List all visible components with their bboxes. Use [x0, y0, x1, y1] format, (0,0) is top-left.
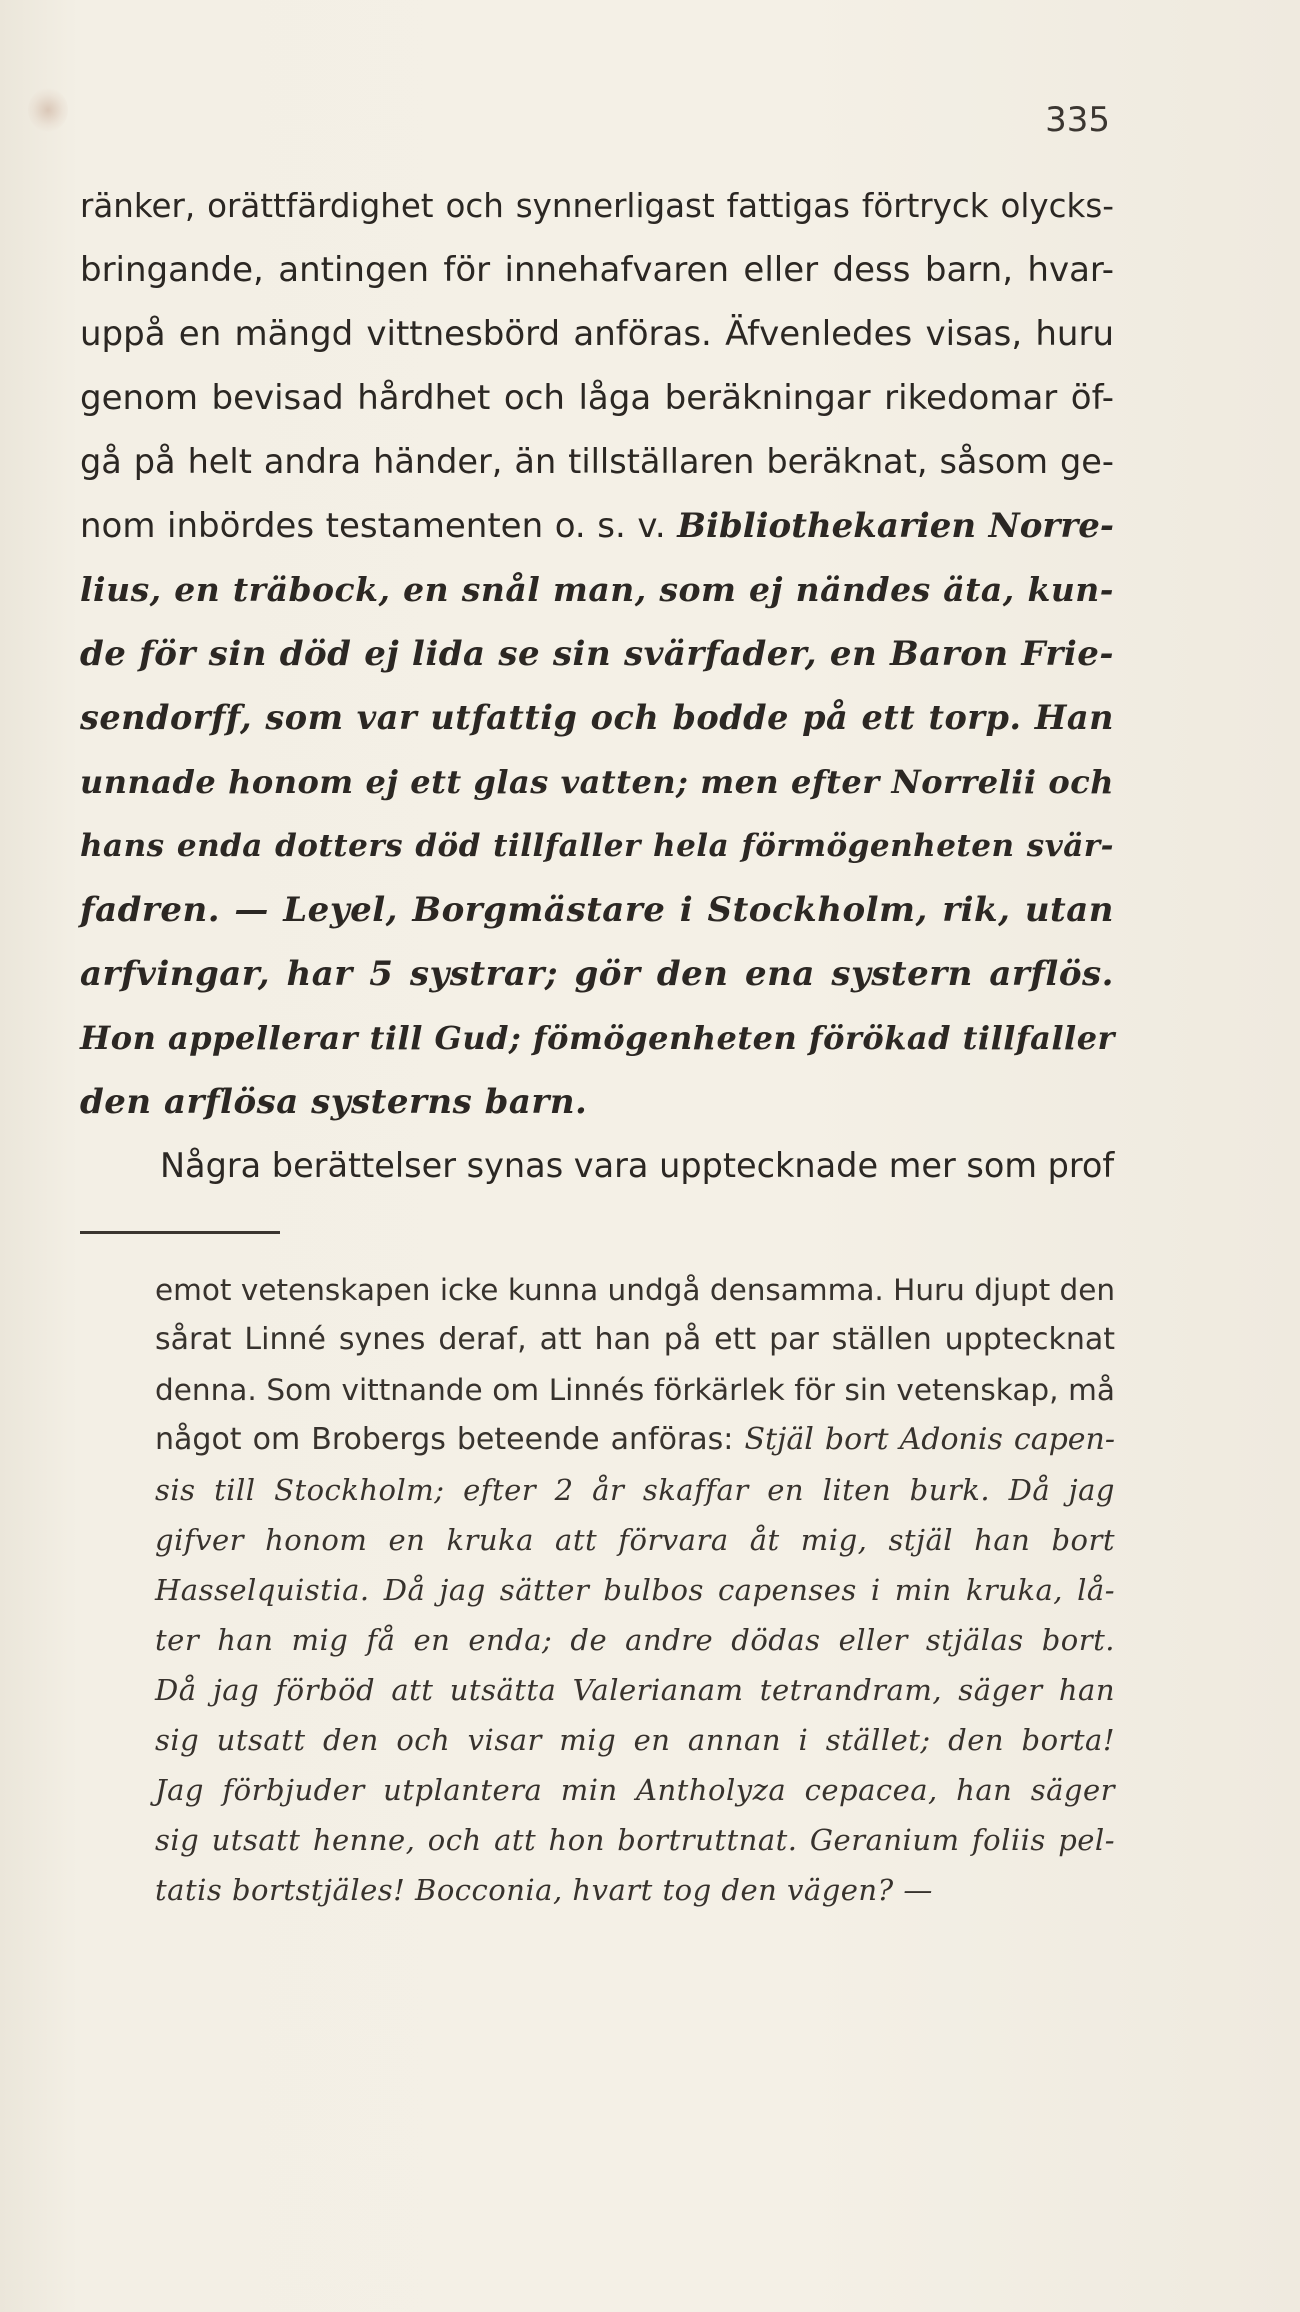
main-line-4: genom bevisad hårdhet och låga beräkningar rikedomar öf-	[80, 378, 1114, 418]
footnote-line-2: sårat Linné synes deraf, att han på ett par ställen upptecknat	[155, 1322, 1115, 1357]
main-line-3: uppå en mängd vittnesbörd anföras. Äfvenledes visas, huru	[80, 314, 1114, 354]
main-italic-line-7: arfvingar, har 5 systrar; gör den ena systern arflös.	[80, 954, 1114, 994]
footnote-line-3: denna. Som vittnande om Linnés förkärlek för sin vetenskap, må	[155, 1373, 1115, 1407]
main-italic-line-1: lius, en träbock, en snål man, som ej nändes äta, kun-	[80, 570, 1114, 609]
main-italic-line-9: den arflösa systerns barn.	[80, 1082, 588, 1122]
main-line-5: gå på helt andra händer, än tillställaren beräknat, såsom ge-	[80, 442, 1114, 481]
main-italic-line-6: fadren. — Leyel, Borgmästare i Stockholm, rik, utan	[80, 890, 1114, 930]
main-line-1: ränker, orättfärdighet och synnerligast fattigas förtryck olycks-	[80, 187, 1114, 225]
footnote-italic-line-1: sis till Stockholm; efter 2 år skaffar en liten burk. Då jag	[155, 1473, 1115, 1507]
main-italic-line-2: de för sin död ej lida se sin svärfader, en Baron Frie-	[80, 634, 1114, 674]
footnote-line-4-italic: Stjäl bort Adonis capen-	[744, 1422, 1115, 1457]
main-line-6-plain: nom inbördes testamenten o. s. v.	[80, 506, 666, 546]
footnote-line-4-plain: något om Brobergs beteende anföras:	[155, 1422, 734, 1457]
footnote-italic-line-4: ter han mig få en enda; de andre dödas eller stjälas bort.	[155, 1623, 1115, 1657]
footnote-italic-line-5: Då jag förböd att utsätta Valerianam tetrandram, säger han	[155, 1673, 1115, 1707]
footnote-italic-line-6: sig utsatt den och visar mig en annan i stället; den borta!	[155, 1723, 1115, 1757]
footnote-italic-line-8: sig utsatt henne, och att hon bortruttnat. Geranium foliis pel-	[155, 1823, 1115, 1857]
main-italic-line-5: hans enda dotters död tillfaller hela förmögenheten svär-	[80, 828, 1114, 864]
footnote-line-4	[155, 1422, 1115, 1458]
footnote-italic-line-3: Hasselquistia. Då jag sätter bulbos capenses i min kruka, lå-	[155, 1573, 1115, 1607]
page-number: 335	[1045, 100, 1110, 140]
main-italic-line-4: unnade honom ej ett glas vatten; men efter Norrelii och	[80, 763, 1114, 801]
main-line-2: bringande, antingen för innehafvaren eller dess barn, hvar-	[80, 250, 1114, 290]
main-italic-line-3: sendorff, som var utfattig och bodde på ett torp. Han	[80, 698, 1114, 737]
footnote-rule	[80, 1231, 280, 1234]
footnote-italic-line-2: gifver honom en kruka att förvara åt mig, stjäl han bort	[155, 1523, 1115, 1557]
footnote-line-1: emot vetenskapen icke kunna undgå densamma. Huru djupt den	[155, 1273, 1116, 1307]
main-last-line: Några berättelser synas vara upptecknade mer som prof	[160, 1146, 1115, 1185]
main-italic-line-8: Hon appellerar till Gud; fömögenheten förökad tillfaller	[80, 1019, 1115, 1057]
paper-stain	[28, 88, 68, 132]
footnote-italic-line-9: tatis bortstjäles! Bocconia, hvart tog den vägen? —	[155, 1873, 933, 1907]
main-line-6	[80, 506, 1114, 546]
main-line-6-italic: Bibliothekarien Norre-	[677, 506, 1114, 546]
footnote-italic-line-7: Jag förbjuder utplantera min Antholyza cepacea, han säger	[155, 1773, 1115, 1807]
